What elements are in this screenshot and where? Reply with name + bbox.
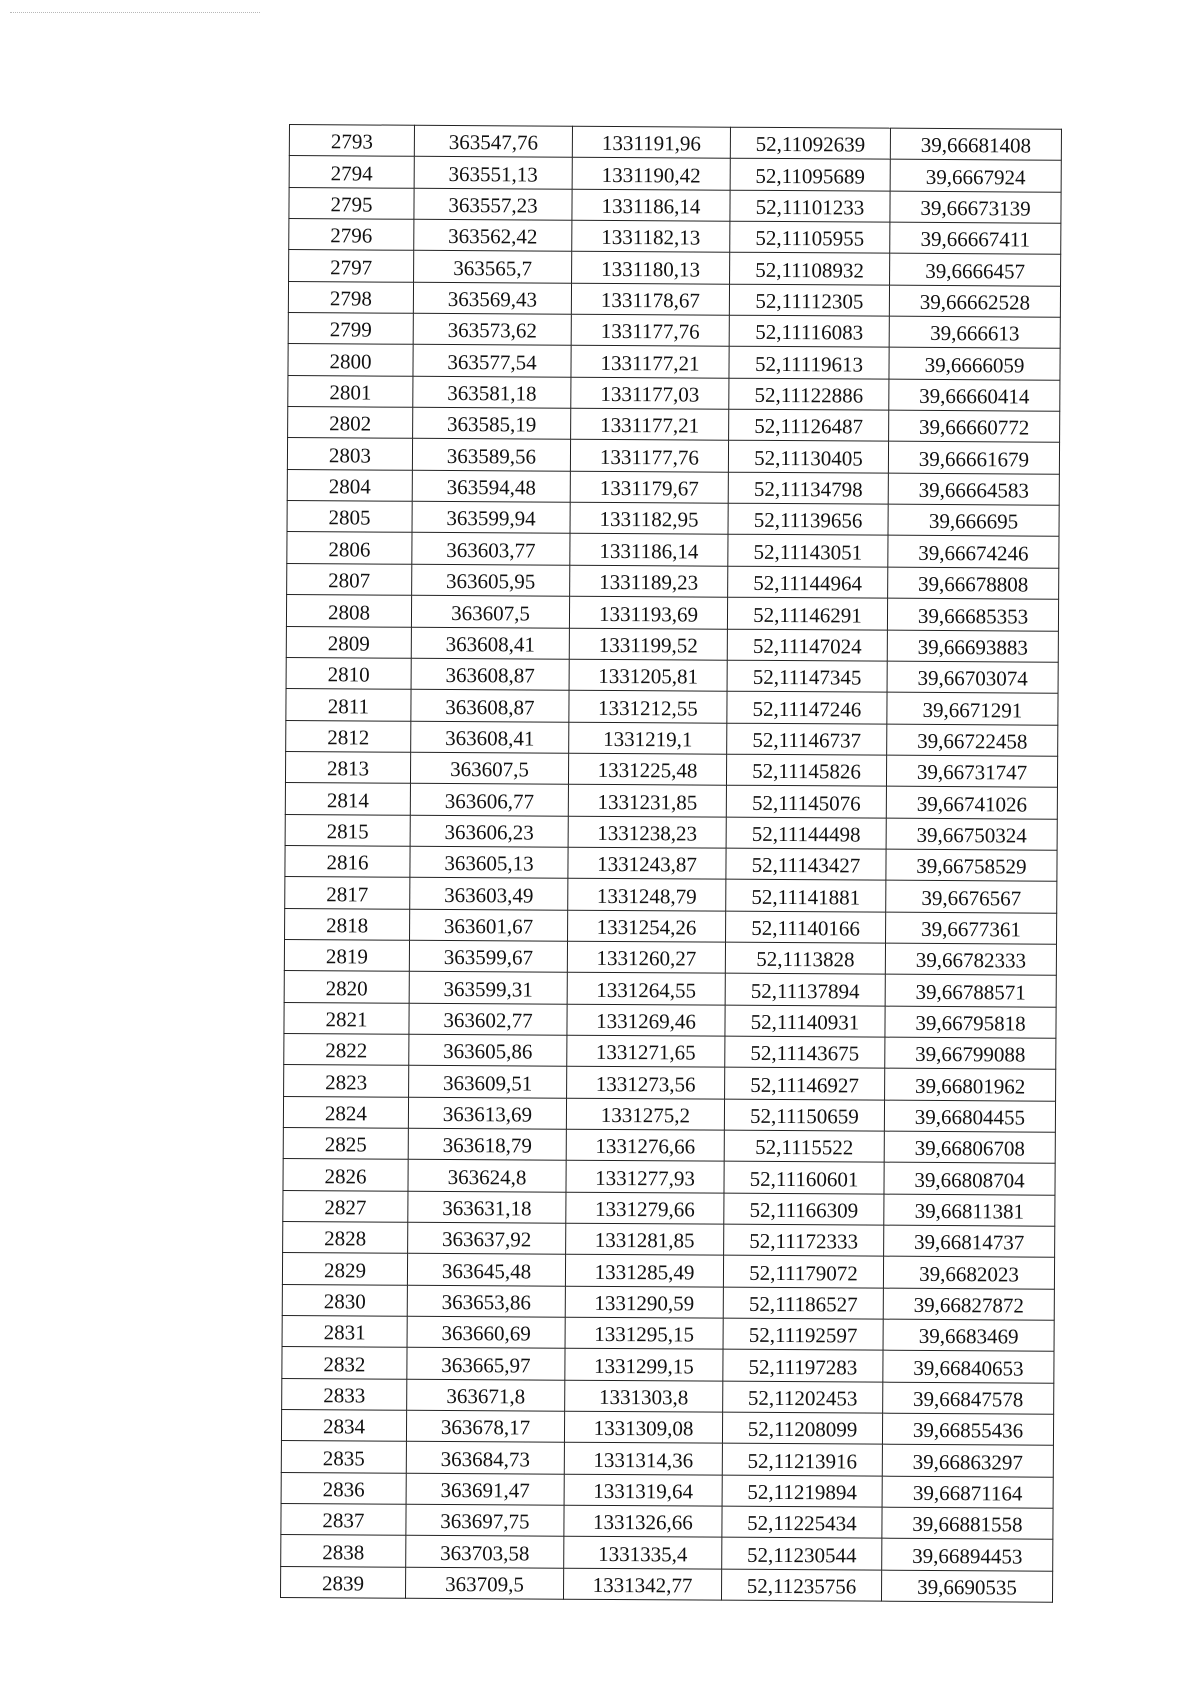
- y-coordinate-cell: 1331273,56: [567, 1067, 725, 1099]
- x-coordinate-cell: 363605,86: [409, 1034, 567, 1066]
- latitude-cell: 52,11095689: [730, 159, 890, 191]
- latitude-cell: 52,11143051: [728, 535, 888, 567]
- longitude-cell: 39,6676567: [886, 880, 1057, 912]
- table-row: [283, 1190, 1055, 1226]
- x-coordinate-cell: 363585,19: [413, 407, 571, 439]
- longitude-cell: 39,66681408: [890, 128, 1061, 160]
- x-coordinate-cell: 363645,48: [407, 1254, 565, 1286]
- table-row: [284, 971, 1056, 1007]
- point-number-cell: 2814: [285, 783, 410, 815]
- y-coordinate-cell: 1331180,13: [572, 252, 730, 284]
- x-coordinate-cell: 363684,73: [406, 1442, 564, 1474]
- table-row: [288, 313, 1060, 349]
- y-coordinate-cell: 1331319,64: [564, 1474, 722, 1506]
- point-number-cell: 2839: [280, 1566, 405, 1598]
- longitude-cell: 39,66678808: [888, 567, 1059, 599]
- longitude-cell: 39,6677361: [886, 912, 1057, 944]
- point-number-cell: 2797: [289, 250, 414, 282]
- y-coordinate-cell: 1331178,67: [571, 283, 729, 315]
- latitude-cell: 52,11146737: [727, 723, 887, 755]
- point-number-cell: 2827: [283, 1190, 408, 1222]
- table-row: [282, 1284, 1054, 1320]
- x-coordinate-cell: 363594,48: [412, 470, 570, 502]
- longitude-cell: 39,66801962: [885, 1068, 1056, 1100]
- y-coordinate-cell: 1331177,21: [571, 408, 729, 440]
- table-row: [285, 814, 1057, 850]
- latitude-cell: 52,11116083: [729, 315, 889, 347]
- longitude-cell: 39,66660414: [889, 379, 1060, 411]
- latitude-cell: 52,11147024: [727, 629, 887, 661]
- point-number-cell: 2804: [287, 469, 412, 501]
- y-coordinate-cell: 1331205,81: [569, 659, 727, 691]
- latitude-cell: 52,11202453: [723, 1381, 883, 1413]
- longitude-cell: 39,66855436: [882, 1413, 1053, 1445]
- x-coordinate-cell: 363631,18: [408, 1191, 566, 1223]
- x-coordinate-cell: 363603,77: [412, 533, 570, 565]
- table-row: [284, 1033, 1056, 1069]
- y-coordinate-cell: 1331260,27: [567, 941, 725, 973]
- latitude-cell: 52,11147246: [727, 691, 887, 723]
- latitude-cell: 52,11130405: [728, 441, 888, 473]
- y-coordinate-cell: 1331199,52: [569, 628, 727, 660]
- point-number-cell: 2834: [281, 1410, 406, 1442]
- latitude-cell: 52,11192597: [723, 1318, 883, 1350]
- y-coordinate-cell: 1331177,76: [570, 440, 728, 472]
- x-coordinate-cell: 363599,31: [409, 972, 567, 1004]
- latitude-cell: 52,11119613: [729, 347, 889, 379]
- longitude-cell: 39,66871164: [882, 1476, 1053, 1508]
- x-coordinate-cell: 363565,7: [414, 251, 572, 283]
- table-row: [281, 1472, 1053, 1508]
- x-coordinate-cell: 363602,77: [409, 1003, 567, 1035]
- longitude-cell: 39,66660772: [889, 410, 1060, 442]
- table-row: [281, 1535, 1053, 1571]
- table-row: [284, 939, 1056, 975]
- y-coordinate-cell: 1331243,87: [568, 847, 726, 879]
- y-coordinate-cell: 1331225,48: [568, 753, 726, 785]
- coordinates-table: [280, 124, 1062, 1603]
- table-row: [286, 689, 1058, 725]
- x-coordinate-cell: 363613,69: [408, 1097, 566, 1129]
- longitude-cell: 39,66667411: [890, 222, 1061, 254]
- longitude-cell: 39,66881558: [882, 1507, 1053, 1539]
- table-row: [287, 501, 1059, 537]
- table-row: [283, 1222, 1055, 1258]
- y-coordinate-cell: 1331177,03: [571, 377, 729, 409]
- x-coordinate-cell: 363569,43: [413, 282, 571, 314]
- longitude-cell: 39,66804455: [884, 1100, 1055, 1132]
- x-coordinate-cell: 363660,69: [407, 1316, 565, 1348]
- x-coordinate-cell: 363608,87: [411, 689, 569, 721]
- table-row: [289, 187, 1061, 223]
- point-number-cell: 2801: [288, 375, 413, 407]
- y-coordinate-cell: 1331248,79: [568, 878, 726, 910]
- latitude-cell: 52,11146927: [725, 1067, 885, 1099]
- x-coordinate-cell: 363607,5: [411, 595, 569, 627]
- y-coordinate-cell: 1331193,69: [569, 596, 727, 628]
- table-row: [285, 877, 1057, 913]
- x-coordinate-cell: 363703,58: [406, 1536, 564, 1568]
- y-coordinate-cell: 1331212,55: [569, 690, 727, 722]
- longitude-cell: 39,6683469: [883, 1319, 1054, 1351]
- y-coordinate-cell: 1331335,4: [564, 1537, 722, 1569]
- table-row: [287, 438, 1059, 474]
- longitude-cell: 39,666695: [888, 504, 1059, 536]
- y-coordinate-cell: 1331281,85: [566, 1223, 724, 1255]
- x-coordinate-cell: 363637,92: [408, 1222, 566, 1254]
- x-coordinate-cell: 363606,77: [410, 783, 568, 815]
- longitude-cell: 39,66863297: [882, 1445, 1053, 1477]
- x-coordinate-cell: 363624,8: [408, 1160, 566, 1192]
- latitude-cell: 52,11108932: [730, 253, 890, 285]
- latitude-cell: 52,11140166: [726, 911, 886, 943]
- latitude-cell: 52,11122886: [729, 378, 889, 410]
- point-number-cell: 2806: [287, 532, 412, 564]
- y-coordinate-cell: 1331191,96: [572, 126, 730, 158]
- latitude-cell: 52,11140931: [725, 1005, 885, 1037]
- x-coordinate-cell: 363573,62: [413, 313, 571, 345]
- point-number-cell: 2811: [286, 689, 411, 721]
- latitude-cell: 52,11160601: [724, 1162, 884, 1194]
- longitude-cell: 39,66703074: [887, 661, 1058, 693]
- point-number-cell: 2809: [286, 626, 411, 658]
- y-coordinate-cell: 1331342,77: [563, 1568, 721, 1600]
- longitude-cell: 39,66814737: [884, 1225, 1055, 1257]
- table-row: [286, 626, 1058, 662]
- latitude-cell: 52,11141881: [726, 879, 886, 911]
- point-number-cell: 2793: [289, 125, 414, 157]
- table-row: [282, 1378, 1054, 1414]
- point-number-cell: 2830: [282, 1284, 407, 1316]
- latitude-cell: 52,11166309: [724, 1193, 884, 1225]
- longitude-cell: 39,66722458: [887, 724, 1058, 756]
- longitude-cell: 39,66674246: [888, 536, 1059, 568]
- table-row: [285, 751, 1057, 787]
- y-coordinate-cell: 1331264,55: [567, 972, 725, 1004]
- x-coordinate-cell: 363691,47: [406, 1473, 564, 1505]
- latitude-cell: 52,11112305: [729, 284, 889, 316]
- longitude-cell: 39,66685353: [887, 598, 1058, 630]
- longitude-cell: 39,66827872: [883, 1288, 1054, 1320]
- x-coordinate-cell: 363607,5: [410, 752, 568, 784]
- latitude-cell: 52,11101233: [730, 190, 890, 222]
- point-number-cell: 2796: [289, 219, 414, 251]
- x-coordinate-cell: 363653,86: [407, 1285, 565, 1317]
- y-coordinate-cell: 1331285,49: [565, 1255, 723, 1287]
- point-number-cell: 2813: [285, 751, 410, 783]
- y-coordinate-cell: 1331190,42: [572, 158, 730, 190]
- longitude-cell: 39,6667924: [890, 160, 1061, 192]
- longitude-cell: 39,66795818: [885, 1006, 1056, 1038]
- y-coordinate-cell: 1331279,66: [566, 1192, 724, 1224]
- x-coordinate-cell: 363589,56: [412, 439, 570, 471]
- table-row: [285, 908, 1057, 944]
- table-row: [289, 156, 1061, 192]
- latitude-cell: 52,11092639: [730, 127, 890, 159]
- y-coordinate-cell: 1331182,95: [570, 502, 728, 534]
- x-coordinate-cell: 363605,13: [410, 846, 568, 878]
- point-number-cell: 2807: [287, 563, 412, 595]
- x-coordinate-cell: 363577,54: [413, 345, 571, 377]
- y-coordinate-cell: 1331189,23: [570, 565, 728, 597]
- latitude-cell: 52,11179072: [723, 1256, 883, 1288]
- y-coordinate-cell: 1331231,85: [568, 784, 726, 816]
- longitude-cell: 39,66731747: [886, 755, 1057, 787]
- point-number-cell: 2815: [285, 814, 410, 846]
- latitude-cell: 52,11145076: [726, 785, 886, 817]
- point-number-cell: 2817: [285, 877, 410, 909]
- latitude-cell: 52,11235756: [721, 1569, 881, 1601]
- table-row: [282, 1253, 1054, 1289]
- point-number-cell: 2838: [281, 1535, 406, 1567]
- y-coordinate-cell: 1331303,8: [565, 1380, 723, 1412]
- longitude-cell: 39,6671291: [887, 692, 1058, 724]
- x-coordinate-cell: 363678,17: [406, 1410, 564, 1442]
- coordinates-table-container: [280, 124, 1061, 1603]
- latitude-cell: 52,11225434: [722, 1506, 882, 1538]
- latitude-cell: 52,11137894: [725, 973, 885, 1005]
- y-coordinate-cell: 1331299,15: [565, 1349, 723, 1381]
- longitude-cell: 39,66661679: [888, 442, 1059, 474]
- point-number-cell: 2832: [282, 1347, 407, 1379]
- longitude-cell: 39,6690535: [881, 1570, 1052, 1602]
- longitude-cell: 39,66741026: [886, 786, 1057, 818]
- table-row: [284, 1002, 1056, 1038]
- point-number-cell: 2818: [285, 908, 410, 940]
- y-coordinate-cell: 1331314,36: [564, 1443, 722, 1475]
- longitude-cell: 39,66664583: [888, 473, 1059, 505]
- latitude-cell: 52,11230544: [722, 1538, 882, 1570]
- table-row: [281, 1504, 1053, 1540]
- y-coordinate-cell: 1331186,14: [572, 189, 730, 221]
- latitude-cell: 52,1115522: [724, 1130, 884, 1162]
- table-row: [288, 375, 1060, 411]
- point-number-cell: 2826: [283, 1159, 408, 1191]
- y-coordinate-cell: 1331177,76: [571, 314, 729, 346]
- x-coordinate-cell: 363601,67: [410, 909, 568, 941]
- longitude-cell: 39,66758529: [886, 849, 1057, 881]
- y-coordinate-cell: 1331177,21: [571, 346, 729, 378]
- y-coordinate-cell: 1331238,23: [568, 816, 726, 848]
- table-row: [283, 1096, 1055, 1132]
- latitude-cell: 52,1113828: [725, 942, 885, 974]
- latitude-cell: 52,11150659: [724, 1099, 884, 1131]
- y-coordinate-cell: 1331186,14: [570, 534, 728, 566]
- latitude-cell: 52,11147345: [727, 660, 887, 692]
- y-coordinate-cell: 1331182,13: [572, 220, 730, 252]
- point-number-cell: 2794: [289, 156, 414, 188]
- point-number-cell: 2835: [281, 1441, 406, 1473]
- latitude-cell: 52,11219894: [722, 1475, 882, 1507]
- point-number-cell: 2831: [282, 1316, 407, 1348]
- table-row: [289, 125, 1061, 161]
- longitude-cell: 39,66799088: [885, 1037, 1056, 1069]
- table-row: [281, 1410, 1053, 1446]
- x-coordinate-cell: 363609,51: [409, 1066, 567, 1098]
- table-row: [287, 469, 1059, 505]
- x-coordinate-cell: 363608,41: [411, 627, 569, 659]
- table-row: [284, 1065, 1056, 1101]
- point-number-cell: 2799: [288, 313, 413, 345]
- table-row: [283, 1127, 1055, 1163]
- longitude-cell: 39,6666059: [889, 348, 1060, 380]
- table-row: [288, 344, 1060, 380]
- y-coordinate-cell: 1331326,66: [564, 1505, 722, 1537]
- x-coordinate-cell: 363547,76: [414, 125, 572, 157]
- point-number-cell: 2828: [283, 1222, 408, 1254]
- point-number-cell: 2808: [286, 595, 411, 627]
- x-coordinate-cell: 363605,95: [412, 564, 570, 596]
- x-coordinate-cell: 363665,97: [407, 1348, 565, 1380]
- longitude-cell: 39,66662528: [889, 285, 1060, 317]
- table-row: [287, 532, 1059, 568]
- x-coordinate-cell: 363606,23: [410, 815, 568, 847]
- y-coordinate-cell: 1331277,93: [566, 1161, 724, 1193]
- point-number-cell: 2825: [283, 1127, 408, 1159]
- latitude-cell: 52,11126487: [729, 409, 889, 441]
- latitude-cell: 52,11134798: [728, 472, 888, 504]
- point-number-cell: 2822: [284, 1033, 409, 1065]
- longitude-cell: 39,66693883: [887, 630, 1058, 662]
- table-row: [289, 219, 1061, 255]
- y-coordinate-cell: 1331309,08: [564, 1411, 722, 1443]
- point-number-cell: 2810: [286, 657, 411, 689]
- latitude-cell: 52,11144964: [728, 566, 888, 598]
- latitude-cell: 52,11145826: [726, 754, 886, 786]
- y-coordinate-cell: 1331290,59: [565, 1286, 723, 1318]
- scan-artifact: [10, 12, 260, 14]
- table-row: [286, 720, 1058, 756]
- latitude-cell: 52,11186527: [723, 1287, 883, 1319]
- latitude-cell: 52,11172333: [724, 1224, 884, 1256]
- x-coordinate-cell: 363603,49: [410, 878, 568, 910]
- y-coordinate-cell: 1331179,67: [570, 471, 728, 503]
- table-row: [286, 657, 1058, 693]
- point-number-cell: 2816: [285, 845, 410, 877]
- y-coordinate-cell: 1331276,66: [566, 1129, 724, 1161]
- point-number-cell: 2821: [284, 1002, 409, 1034]
- longitude-cell: 39,66894453: [882, 1539, 1053, 1571]
- point-number-cell: 2820: [284, 971, 409, 1003]
- y-coordinate-cell: 1331219,1: [569, 722, 727, 754]
- table-row: [288, 281, 1060, 317]
- longitude-cell: 39,666613: [889, 316, 1060, 348]
- x-coordinate-cell: 363599,94: [412, 501, 570, 533]
- table-row: [282, 1347, 1054, 1383]
- point-number-cell: 2824: [283, 1096, 408, 1128]
- longitude-cell: 39,66840653: [883, 1351, 1054, 1383]
- y-coordinate-cell: 1331254,26: [568, 910, 726, 942]
- table-row: [283, 1159, 1055, 1195]
- point-number-cell: 2837: [281, 1504, 406, 1536]
- x-coordinate-cell: 363671,8: [407, 1379, 565, 1411]
- longitude-cell: 39,6682023: [883, 1257, 1054, 1289]
- x-coordinate-cell: 363697,75: [406, 1504, 564, 1536]
- point-number-cell: 2833: [282, 1378, 407, 1410]
- latitude-cell: 52,11143427: [726, 848, 886, 880]
- longitude-cell: 39,66673139: [890, 191, 1061, 223]
- coordinates-table-body: [280, 125, 1061, 1603]
- x-coordinate-cell: 363562,42: [414, 219, 572, 251]
- x-coordinate-cell: 363608,87: [411, 658, 569, 690]
- table-row: [280, 1566, 1052, 1602]
- longitude-cell: 39,66750324: [886, 818, 1057, 850]
- latitude-cell: 52,11144498: [726, 817, 886, 849]
- latitude-cell: 52,11105955: [730, 221, 890, 253]
- latitude-cell: 52,11139656: [728, 503, 888, 535]
- table-row: [285, 845, 1057, 881]
- point-number-cell: 2805: [287, 501, 412, 533]
- x-coordinate-cell: 363618,79: [408, 1128, 566, 1160]
- longitude-cell: 39,66847578: [883, 1382, 1054, 1414]
- x-coordinate-cell: 363709,5: [405, 1567, 563, 1599]
- point-number-cell: 2803: [287, 438, 412, 470]
- latitude-cell: 52,11197283: [723, 1350, 883, 1382]
- table-row: [282, 1316, 1054, 1352]
- x-coordinate-cell: 363581,18: [413, 376, 571, 408]
- latitude-cell: 52,11143675: [725, 1036, 885, 1068]
- latitude-cell: 52,11146291: [727, 597, 887, 629]
- longitude-cell: 39,66788571: [885, 974, 1056, 1006]
- y-coordinate-cell: 1331271,65: [567, 1035, 725, 1067]
- table-row: [287, 563, 1059, 599]
- x-coordinate-cell: 363551,13: [414, 157, 572, 189]
- longitude-cell: 39,66808704: [884, 1162, 1055, 1194]
- point-number-cell: 2829: [282, 1253, 407, 1285]
- y-coordinate-cell: 1331269,46: [567, 1004, 725, 1036]
- point-number-cell: 2823: [284, 1065, 409, 1097]
- point-number-cell: 2812: [286, 720, 411, 752]
- x-coordinate-cell: 363599,67: [409, 940, 567, 972]
- table-row: [285, 783, 1057, 819]
- point-number-cell: 2800: [288, 344, 413, 376]
- point-number-cell: 2795: [289, 187, 414, 219]
- table-row: [281, 1441, 1053, 1477]
- longitude-cell: 39,66806708: [884, 1131, 1055, 1163]
- y-coordinate-cell: 1331275,2: [566, 1098, 724, 1130]
- point-number-cell: 2798: [288, 281, 413, 313]
- x-coordinate-cell: 363557,23: [414, 188, 572, 220]
- latitude-cell: 52,11213916: [722, 1444, 882, 1476]
- table-row: [288, 407, 1060, 443]
- table-row: [289, 250, 1061, 286]
- y-coordinate-cell: 1331295,15: [565, 1317, 723, 1349]
- point-number-cell: 2836: [281, 1472, 406, 1504]
- x-coordinate-cell: 363608,41: [411, 721, 569, 753]
- longitude-cell: 39,66811381: [884, 1194, 1055, 1226]
- point-number-cell: 2802: [288, 407, 413, 439]
- longitude-cell: 39,66782333: [885, 943, 1056, 975]
- latitude-cell: 52,11208099: [722, 1412, 882, 1444]
- point-number-cell: 2819: [284, 939, 409, 971]
- longitude-cell: 39,6666457: [890, 254, 1061, 286]
- table-row: [286, 595, 1058, 631]
